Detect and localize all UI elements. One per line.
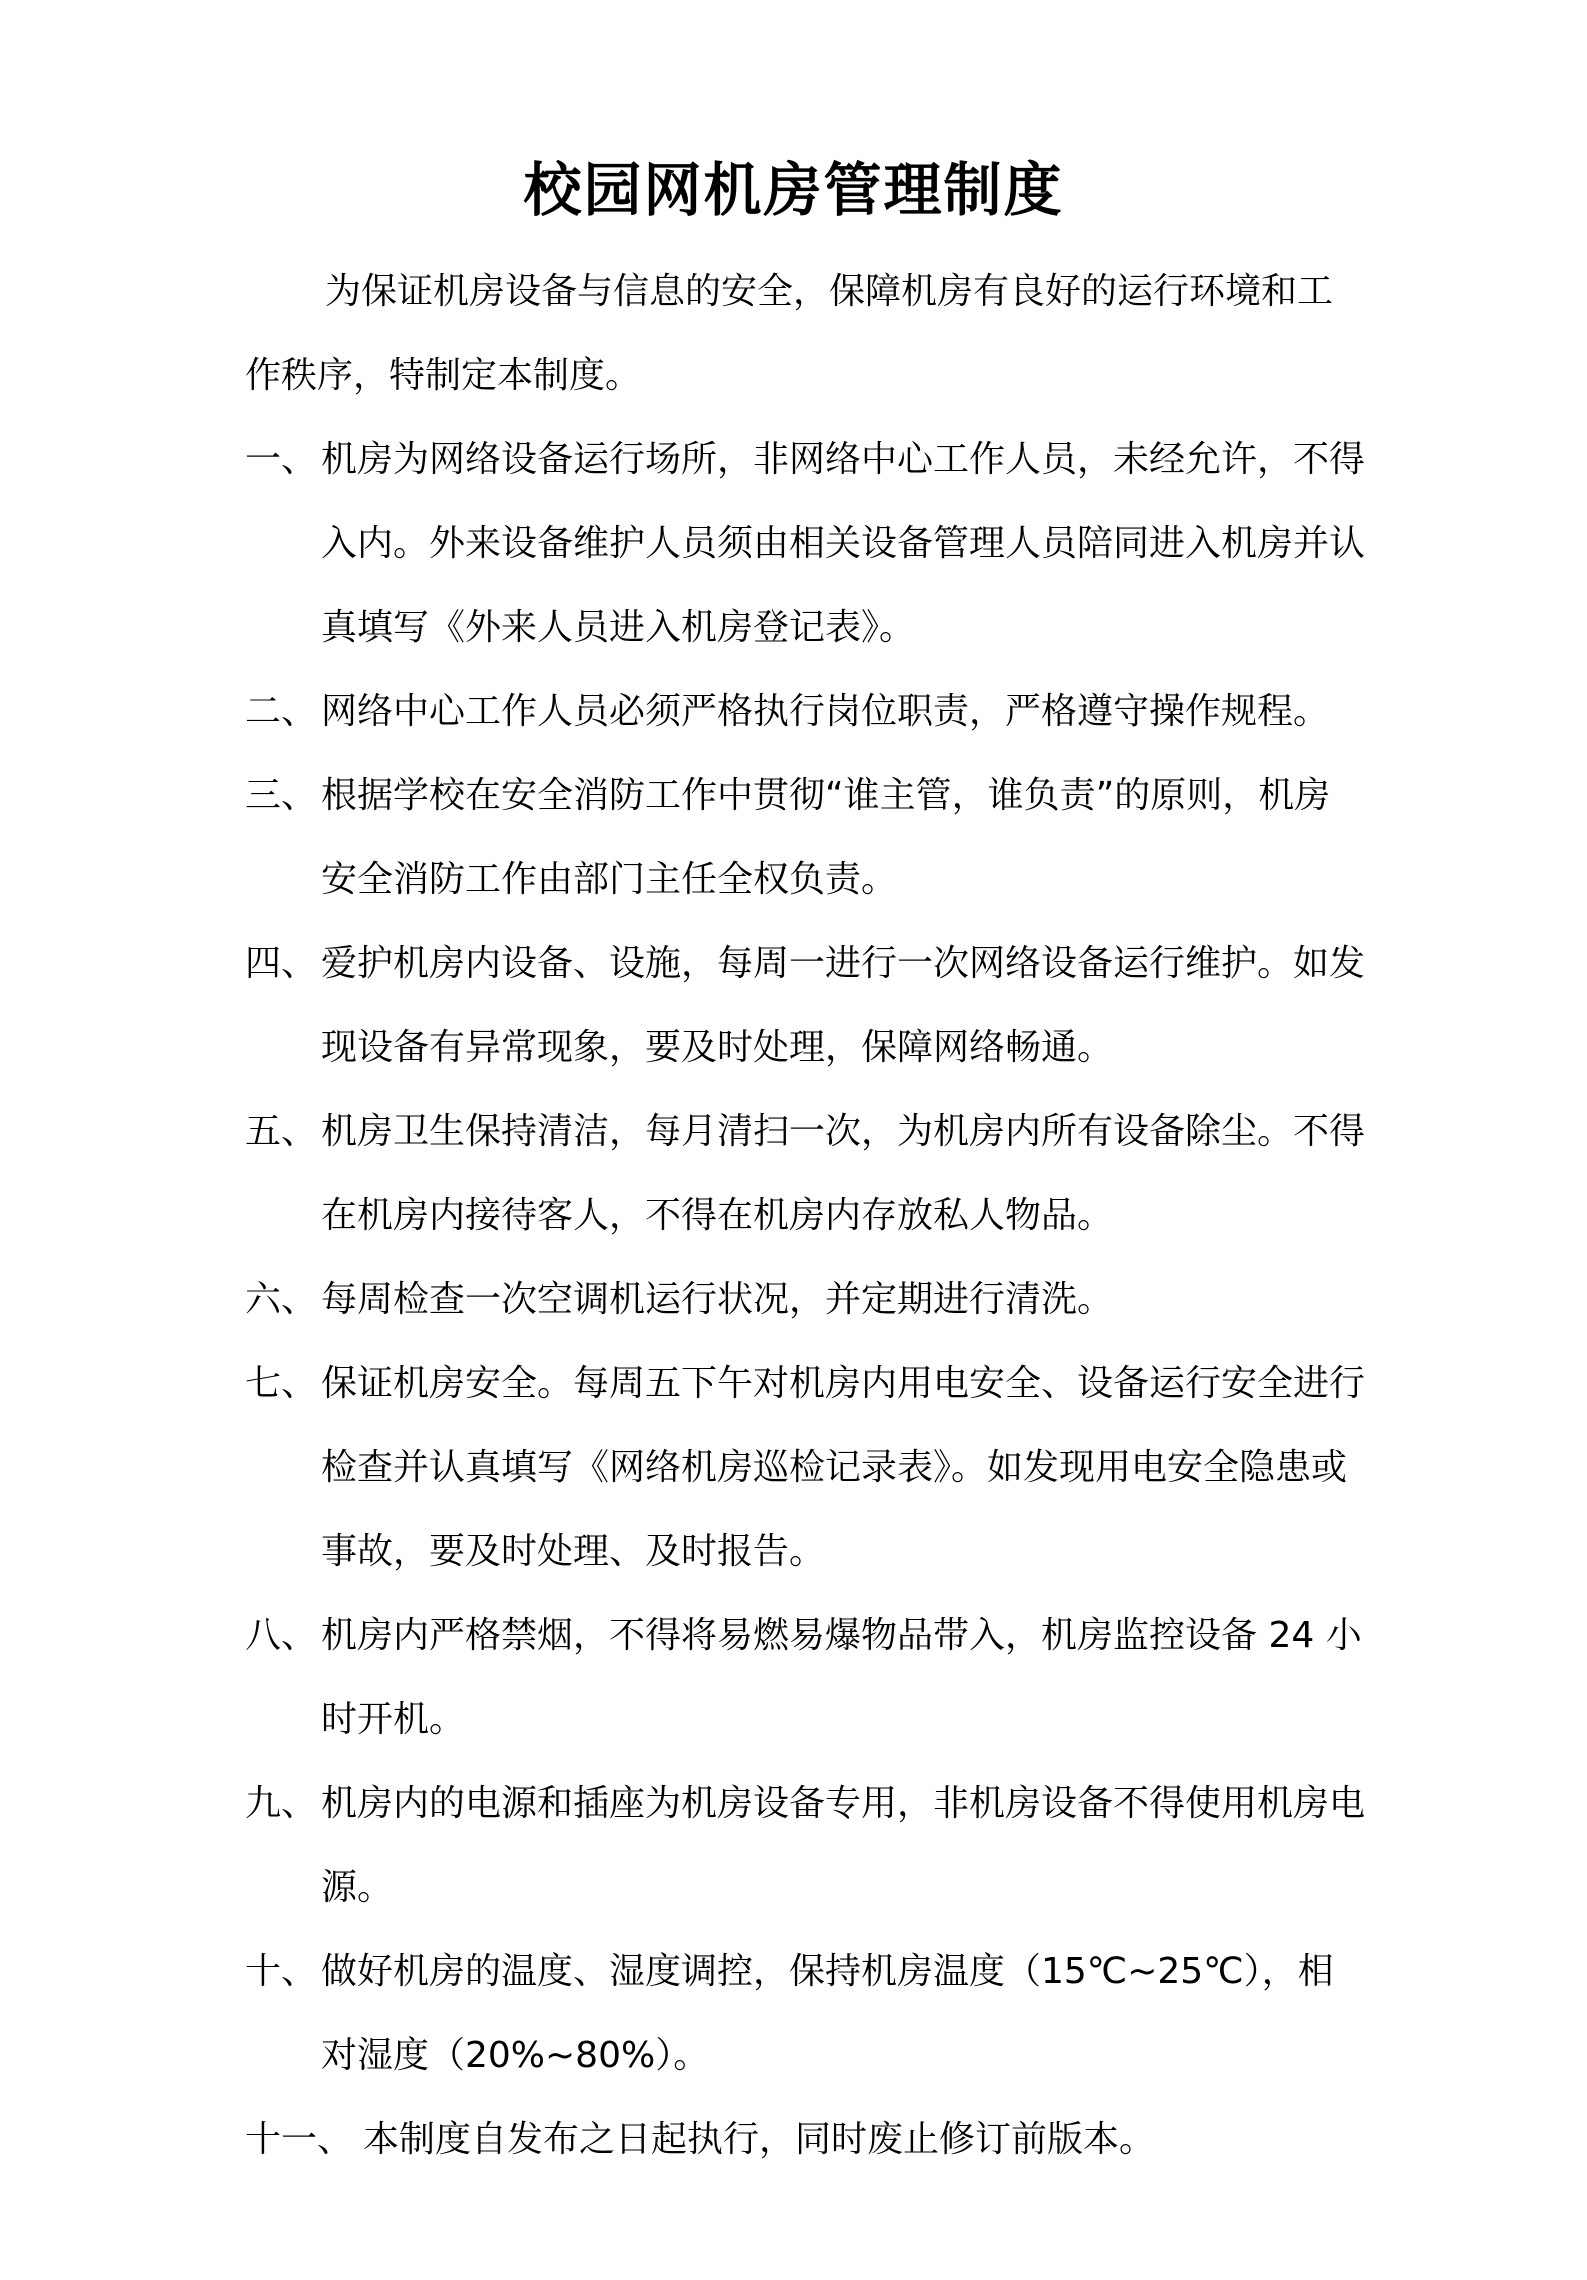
document-body bbox=[245, 250, 1365, 2182]
rule-text: 根据学校在安全消防工作中贯彻“谁主管，谁负责”的原则，机房安全消防工作由部门主任全权负责。 bbox=[321, 775, 1331, 900]
rule-number: 八、 bbox=[245, 1615, 318, 1656]
rule-item-2 bbox=[245, 670, 1365, 754]
rule-number: 十一、 bbox=[245, 2119, 354, 2160]
rule-number: 二、 bbox=[245, 691, 318, 732]
rule-number: 三、 bbox=[245, 775, 318, 816]
intro-paragraph: 为保证机房设备与信息的安全，保障机房有良好的运行环境和工作秩序，特制定本制度。 bbox=[245, 271, 1334, 396]
rule-number: 九、 bbox=[245, 1783, 318, 1824]
rule-item-4 bbox=[245, 922, 1365, 1090]
rule-text: 机房卫生保持清洁，每月清扫一次，为机房内所有设备除尘。不得在机房内接待客人，不得在机房内存放私人物品。 bbox=[321, 1111, 1366, 1236]
rule-number: 七、 bbox=[245, 1363, 318, 1404]
rule-text: 机房内严格禁烟，不得将易燃易爆物品带入，机房监控设备 24 小时开机。 bbox=[321, 1615, 1362, 1740]
rule-text: 爱护机房内设备、设施，每周一进行一次网络设备运行维护。如发现设备有异常现象，要及时处理，保障网络畅通。 bbox=[321, 943, 1366, 1068]
rule-number: 六、 bbox=[245, 1279, 318, 1320]
rule-item-9 bbox=[245, 1762, 1365, 1930]
rule-text: 网络中心工作人员必须严格执行岗位职责，严格遵守操作规程。 bbox=[321, 691, 1330, 732]
rule-text: 机房内的电源和插座为机房设备专用，非机房设备不得使用机房电源。 bbox=[321, 1783, 1366, 1908]
rule-item-5 bbox=[245, 1090, 1365, 1258]
rule-item-8 bbox=[245, 1594, 1365, 1762]
rule-item-10 bbox=[245, 1930, 1365, 2098]
rule-text: 每周检查一次空调机运行状况，并定期进行清洗。 bbox=[321, 1279, 1114, 1320]
rule-item-1 bbox=[245, 418, 1365, 670]
rule-number: 四、 bbox=[245, 943, 318, 984]
rule-item-7 bbox=[245, 1342, 1365, 1594]
rule-number: 五、 bbox=[245, 1111, 318, 1152]
rule-item-3 bbox=[245, 754, 1365, 922]
rule-text: 做好机房的温度、湿度调控，保持机房温度（15℃~25℃），相对湿度（20%~80%）。 bbox=[321, 1951, 1334, 2076]
rule-number: 十、 bbox=[245, 1951, 318, 1992]
rule-item-6 bbox=[245, 1258, 1365, 1342]
document-title: 校园网机房管理制度 bbox=[523, 156, 1064, 224]
rule-text: 保证机房安全。每周五下午对机房内用电安全、设备运行安全进行检查并认真填写《网络机房巡检记录表》。如发现用电安全隐患或事故，要及时处理、及时报告。 bbox=[321, 1363, 1366, 1572]
rule-text: 本制度自发布之日起执行，同时废止修订前版本。 bbox=[363, 2119, 1156, 2160]
rule-item-11 bbox=[245, 2098, 1365, 2182]
rule-number: 一、 bbox=[245, 439, 318, 480]
rule-text: 机房为网络设备运行场所，非网络中心工作人员，未经允许，不得入内。外来设备维护人员须由相关设备管理人员陪同进入机房并认真填写《外来人员进入机房登记表》。 bbox=[321, 439, 1366, 648]
